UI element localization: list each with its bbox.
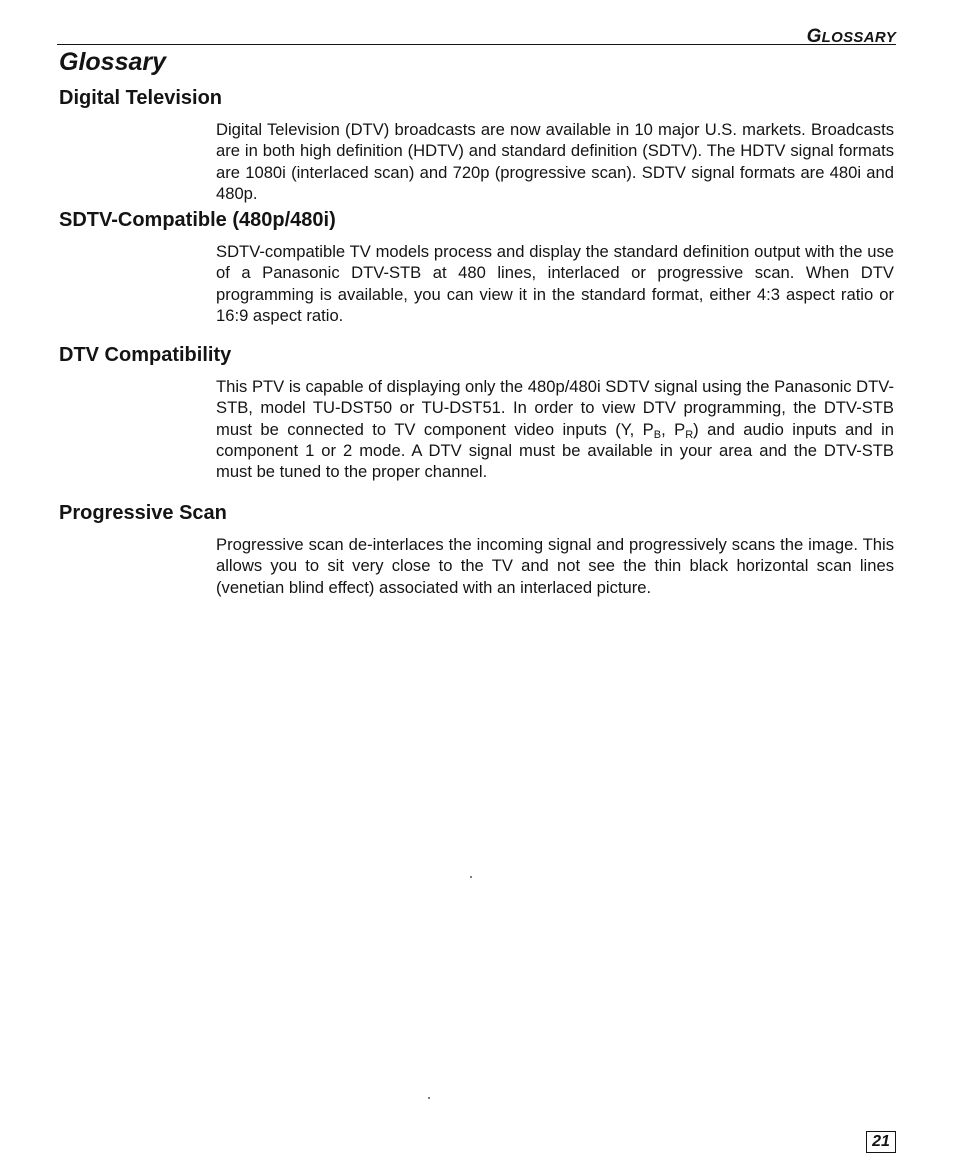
page-number: 21 [866, 1131, 896, 1153]
section-sdtv-compatible [59, 207, 894, 326]
section-dtv-compatibility [59, 342, 894, 482]
section-body: SDTV-compatible TV models process and display the standard definition output with the use of a Panasonic DTV-STB at 480 lines, interlaced or progressive scan. When DTV programming is available, you can view it in the standard format, either 4:3 aspect ratio or 16:9 aspect ratio. [216, 242, 894, 325]
section-body: Digital Television (DTV) broadcasts are now available in 10 major U.S. markets. Broadcasts are in both high definition (HDTV) and standard definition (SDTV). The HDTV signal formats are 1080i (interlaced scan) and 720p (progressive scan). SDTV signal formats are 480i and 480p. [216, 120, 894, 203]
scan-speck [470, 876, 472, 878]
section-heading: Digital Television [59, 87, 222, 109]
page-title: Glossary [59, 48, 167, 76]
section-heading: Progressive Scan [59, 502, 227, 524]
section-progressive-scan [59, 500, 894, 598]
section-body: Progressive scan de-interlaces the incoming signal and progressively scans the image. This allows you to sit very close to the TV and not see the thin black horizontal scan lines (venetian blind effect) associated with an interlaced picture. [216, 535, 894, 597]
section-heading: DTV Compatibility [59, 344, 232, 366]
section-digital-television [59, 85, 894, 204]
running-header: GLOSSARY [806, 26, 896, 47]
header-rule [57, 44, 896, 45]
scan-speck [428, 1097, 430, 1099]
subscript-b: B [653, 428, 662, 441]
section-heading: SDTV-Compatible (480p/480i) [59, 209, 336, 231]
subscript-r: R [685, 428, 694, 441]
section-body: This PTV is capable of displaying only the 480p/480i SDTV signal using the Panasonic DTV-STB, model TU-DST50 or TU-DST51. In order to view DTV programming, the DTV-STB must be connected to TV component video inputs (Y, $P_B$, $P_R$) and audio inputs and in component 1 or 2 mode. A DTV signal must be available in your area and the DTV-STB must be tuned to the proper channel. [216, 377, 894, 482]
